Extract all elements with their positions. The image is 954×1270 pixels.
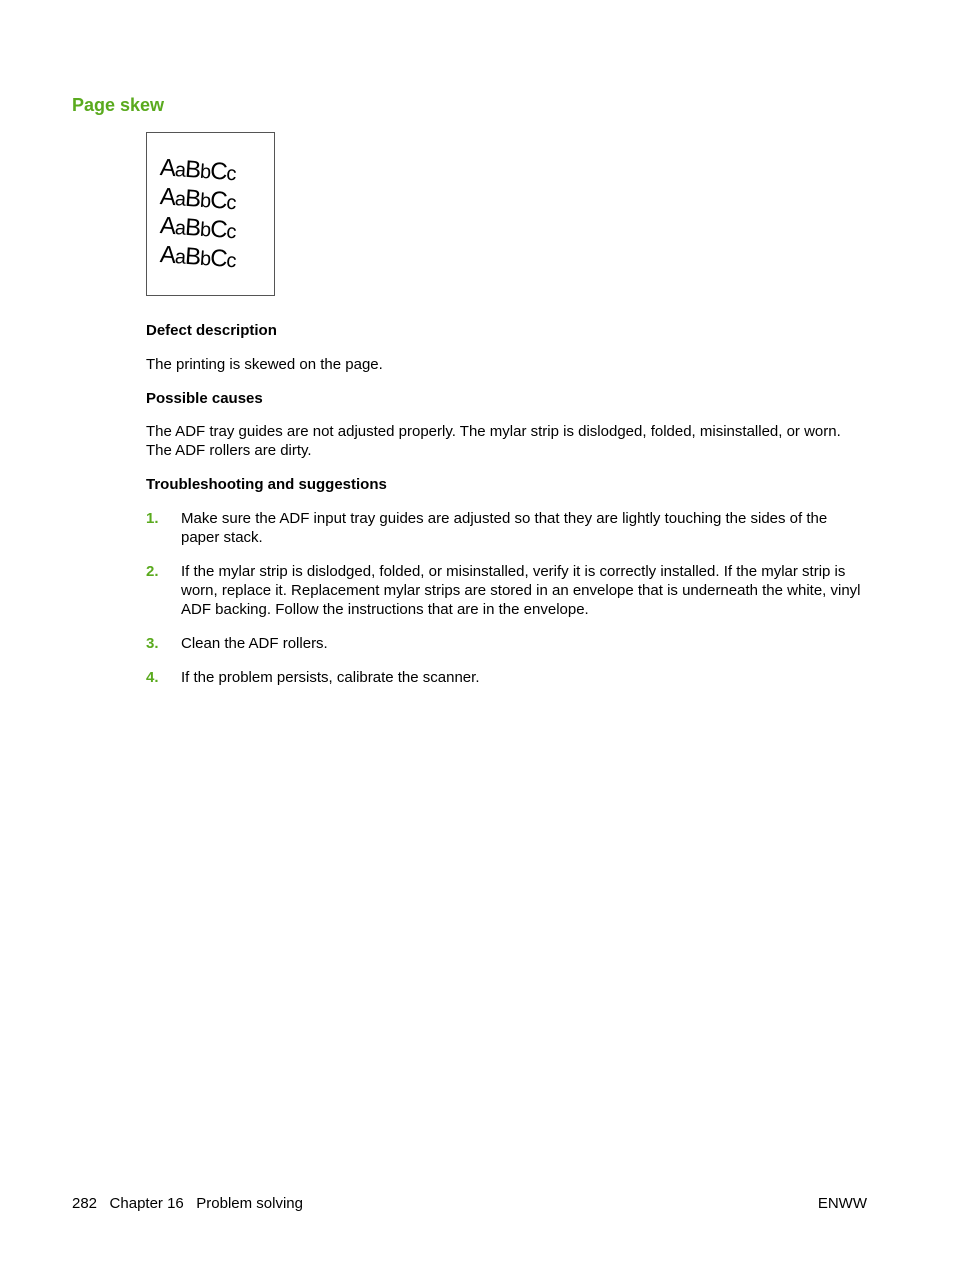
possible-causes-text: The ADF tray guides are not adjusted properly. The mylar strip is dislodged, folded, misinstalled, or worn. The ADF rollers are dirty. <box>146 423 841 459</box>
list-item-text: If the mylar strip is dislodged, folded, or misinstalled, verify it is correctly installed. If the mylar strip is worn, replace it. Replacement mylar strips are stored in an envelope that is underneath the white, vinyl ADF backing. Follow the instructions that are in the envelope. <box>181 563 861 618</box>
footer-locale: ENWW <box>817 1195 867 1212</box>
list-item-number: 4. <box>146 669 159 686</box>
list-item-number: 1. <box>146 510 159 527</box>
footer-chapter: Chapter 16 <box>109 1195 184 1212</box>
section-title: Page skew <box>72 95 165 115</box>
possible-causes-heading: Possible causes <box>146 390 263 407</box>
footer-chapter-title: Problem solving <box>196 1195 303 1212</box>
footer-page-info <box>72 1194 303 1213</box>
list-item-text: Make sure the ADF input tray guides are adjusted so that they are lightly touching the sides of the paper stack. <box>181 510 828 546</box>
list-item-text: If the problem persists, calibrate the scanner. <box>181 669 480 686</box>
sample-text-line: AaBbCc <box>159 183 237 215</box>
page-number: 282 <box>72 1195 98 1212</box>
sample-text-line: AaBbCc <box>159 212 237 244</box>
sample-text-line: AaBbCc <box>159 241 237 273</box>
defect-description-heading: Defect description <box>146 322 277 339</box>
list-item-text: Clean the ADF rollers. <box>181 635 328 652</box>
defect-description-text: The printing is skewed on the page. <box>146 356 383 373</box>
list-item-number: 3. <box>146 635 159 652</box>
sample-text-line: AaBbCc <box>159 154 237 186</box>
list-item-number: 2. <box>146 563 159 580</box>
skewed-print-sample-image <box>146 132 275 296</box>
troubleshooting-heading: Troubleshooting and suggestions <box>146 476 387 493</box>
